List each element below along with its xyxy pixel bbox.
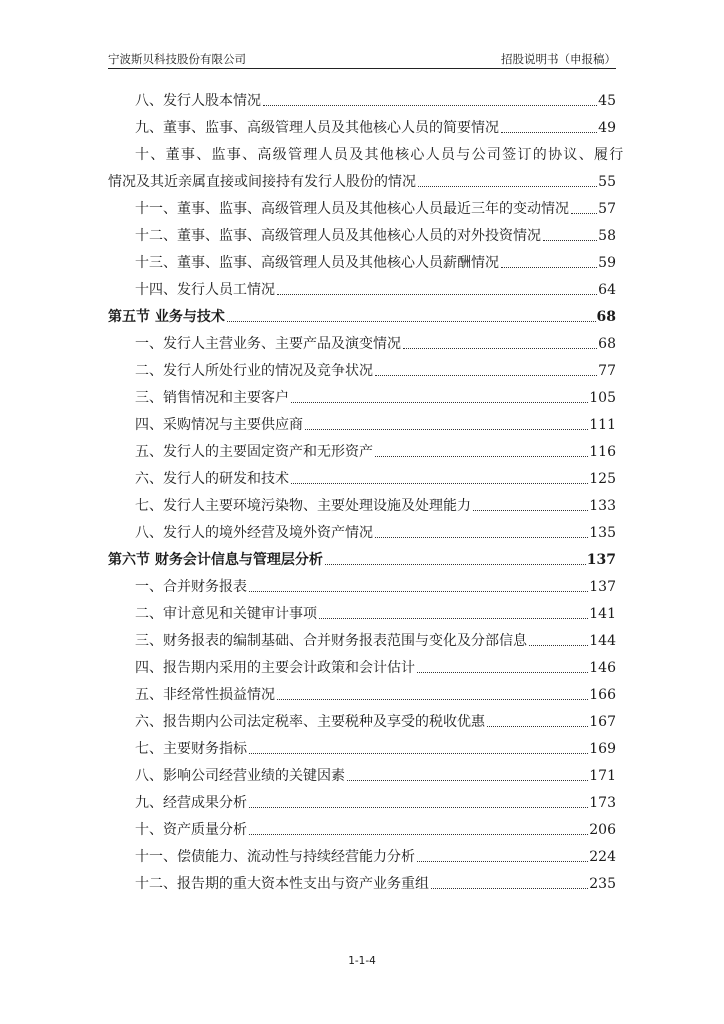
toc-entry-label: 二、发行人所处行业的情况及竞争状况 (135, 363, 373, 379)
toc-entry-page: 173 (589, 795, 616, 811)
leader-dots (319, 617, 588, 619)
toc-entry-label: 六、发行人的研发和技术 (135, 471, 289, 487)
toc-entry[interactable] (108, 273, 616, 300)
toc-entry-page: 59 (598, 255, 616, 271)
toc-entry[interactable] (108, 624, 616, 651)
toc-entry-page: 146 (589, 660, 616, 676)
leader-dots (249, 590, 588, 592)
leader-dots (571, 212, 597, 214)
leader-dots (403, 347, 597, 349)
toc-entry-page: 224 (589, 849, 616, 865)
toc-entry-label: 八、影响公司经营业绩的关键因素 (135, 768, 345, 784)
header-divider (108, 68, 616, 69)
leader-dots (291, 482, 588, 484)
toc-entry[interactable] (108, 732, 616, 759)
toc-entry[interactable] (108, 327, 616, 354)
toc-entry-label: 二、审计意见和关键审计事项 (135, 606, 317, 622)
toc-entry-label: 八、发行人的境外经营及境外资产情况 (135, 525, 373, 541)
toc-entry[interactable] (108, 381, 616, 408)
leader-dots (227, 320, 596, 322)
toc-entry-page: 57 (598, 201, 616, 217)
leader-dots (277, 698, 588, 700)
toc-entry-label: 六、报告期内公司法定税率、主要税种及享受的税收优惠 (135, 714, 485, 730)
toc-entry-page: 171 (589, 768, 616, 784)
toc-entry[interactable] (108, 246, 616, 273)
toc-entry-label: 十、资产质量分析 (135, 822, 247, 838)
toc-entry-label: 九、经营成果分析 (135, 795, 247, 811)
table-of-contents (108, 84, 625, 894)
toc-entry-label: 十二、报告期的重大资本性支出与资产业务重组 (135, 876, 429, 892)
toc-section-6[interactable] (108, 543, 616, 570)
toc-entry-page: 49 (598, 120, 616, 136)
toc-entry-page: 144 (589, 633, 616, 649)
leader-dots (249, 752, 588, 754)
toc-section-label: 第五节 业务与技术 (108, 309, 225, 325)
toc-entry-page: 45 (598, 93, 616, 109)
toc-entry-label: 情况及其近亲属直接或间接持有发行人股份的情况 (108, 174, 416, 190)
toc-entry-label: 四、报告期内采用的主要会计政策和会计估计 (135, 660, 415, 676)
toc-entry-page: 206 (589, 822, 616, 838)
toc-entry-line1[interactable] (108, 138, 625, 165)
toc-entry-label: 一、发行人主营业务、主要产品及演变情况 (135, 336, 401, 352)
toc-entry-page: 55 (598, 174, 616, 190)
toc-entry[interactable] (108, 786, 616, 813)
toc-entry-label: 八、发行人股本情况 (135, 93, 261, 109)
toc-entry[interactable] (108, 759, 616, 786)
toc-entry[interactable] (108, 192, 616, 219)
leader-dots (417, 671, 588, 673)
leader-dots (325, 563, 586, 565)
toc-entry-line2[interactable] (108, 165, 616, 192)
toc-entry-label: 九、董事、监事、高级管理人员及其他核心人员的简要情况 (135, 120, 499, 136)
toc-entry[interactable] (108, 570, 616, 597)
toc-entry[interactable] (108, 813, 616, 840)
toc-entry-label: 十三、董事、监事、高级管理人员及其他核心人员薪酬情况 (135, 255, 499, 271)
toc-entry-label: 五、发行人的主要固定资产和无形资产 (135, 444, 373, 460)
toc-section-5[interactable] (108, 300, 616, 327)
leader-dots (543, 239, 597, 241)
toc-entry[interactable] (108, 111, 616, 138)
toc-entry-page: 135 (589, 525, 616, 541)
leader-dots (305, 428, 588, 430)
header-doc-title: 招股说明书（申报稿） (501, 52, 616, 66)
leader-dots (431, 887, 588, 889)
toc-entry-label: 四、采购情况与主要供应商 (135, 417, 303, 433)
toc-entry-page: 105 (589, 390, 616, 406)
toc-entry-page: 167 (589, 714, 616, 730)
toc-entry-page: 116 (589, 444, 616, 460)
toc-entry[interactable] (108, 84, 616, 111)
leader-dots (473, 509, 588, 511)
toc-entry-page: 235 (589, 876, 616, 892)
toc-entry[interactable] (108, 840, 616, 867)
toc-entry[interactable] (108, 597, 616, 624)
leader-dots (263, 104, 597, 106)
toc-entry[interactable] (108, 516, 616, 543)
toc-entry-label: 十一、偿债能力、流动性与持续经营能力分析 (135, 849, 415, 865)
toc-entry-page: 125 (589, 471, 616, 487)
toc-entry[interactable] (108, 408, 616, 435)
toc-entry-page: 77 (598, 363, 616, 379)
toc-entry[interactable] (108, 462, 616, 489)
toc-entry-label: 十二、董事、监事、高级管理人员及其他核心人员的对外投资情况 (135, 228, 541, 244)
toc-entry-label: 十、董事、监事、高级管理人员及其他核心人员与公司签订的协议、履行 (135, 147, 625, 163)
page-header (108, 51, 616, 67)
toc-entry-label: 三、财务报表的编制基础、合并财务报表范围与变化及分部信息 (135, 633, 527, 649)
toc-entry-label: 一、合并财务报表 (135, 579, 247, 595)
leader-dots (291, 401, 588, 403)
toc-entry[interactable] (108, 489, 616, 516)
toc-entry[interactable] (108, 354, 616, 381)
toc-entry-page: 137 (589, 579, 616, 595)
toc-section-page: 68 (596, 309, 616, 325)
leader-dots (417, 860, 588, 862)
leader-dots (277, 293, 597, 295)
toc-entry-label: 七、主要财务指标 (135, 741, 247, 757)
leader-dots (529, 644, 588, 646)
toc-entry-label: 十四、发行人员工情况 (135, 282, 275, 298)
leader-dots (501, 266, 597, 268)
leader-dots (418, 185, 597, 187)
leader-dots (249, 806, 588, 808)
toc-entry-label: 十一、董事、监事、高级管理人员及其他核心人员最近三年的变动情况 (135, 201, 569, 217)
leader-dots (375, 455, 588, 457)
toc-entry-page: 58 (598, 228, 616, 244)
toc-entry[interactable] (108, 435, 616, 462)
toc-entry[interactable] (108, 651, 616, 678)
toc-entry-label: 五、非经常性损益情况 (135, 687, 275, 703)
toc-entry-page: 64 (598, 282, 616, 298)
leader-dots (375, 536, 588, 538)
toc-entry[interactable] (108, 678, 616, 705)
header-company: 宁波斯贝科技股份有限公司 (108, 52, 246, 66)
toc-entry-page: 141 (589, 606, 616, 622)
toc-entry-page: 68 (598, 336, 616, 352)
toc-entry-label: 三、销售情况和主要客户 (135, 390, 289, 406)
toc-section-label: 第六节 财务会计信息与管理层分析 (108, 552, 323, 568)
toc-entry-page: 133 (589, 498, 616, 514)
leader-dots (501, 131, 597, 133)
leader-dots (249, 833, 588, 835)
leader-dots (347, 779, 588, 781)
page-number: 1-1-4 (348, 955, 376, 967)
toc-entry[interactable] (108, 219, 616, 246)
toc-entry-page: 166 (589, 687, 616, 703)
toc-entry-label: 七、发行人主要环境污染物、主要处理设施及处理能力 (135, 498, 471, 514)
toc-entry[interactable] (108, 867, 616, 894)
toc-entry-page: 111 (589, 417, 616, 433)
leader-dots (487, 725, 588, 727)
toc-entry-page: 169 (589, 741, 616, 757)
toc-section-page: 137 (586, 552, 616, 568)
leader-dots (375, 374, 597, 376)
toc-entry[interactable] (108, 705, 616, 732)
